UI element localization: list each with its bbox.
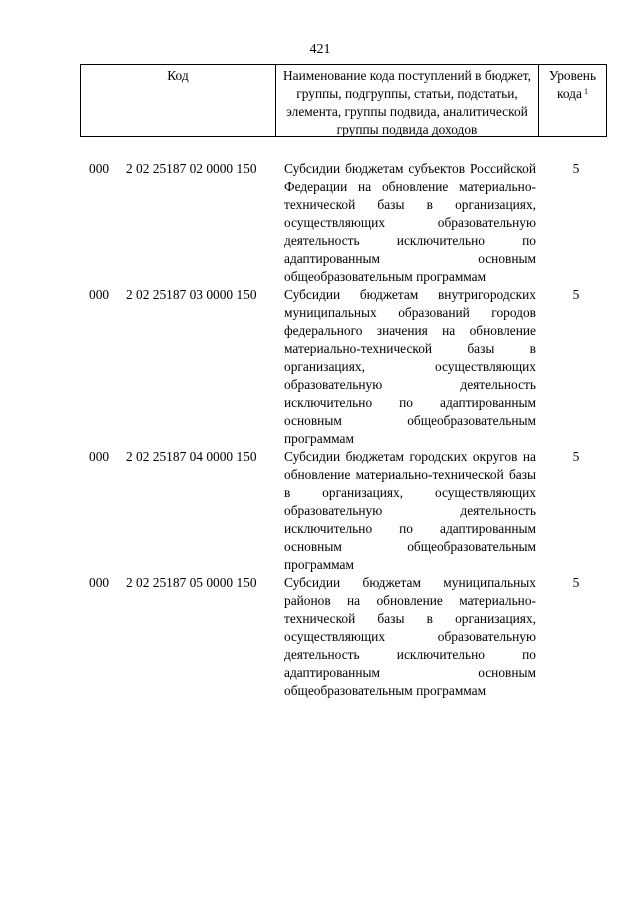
row-name: Субсидии бюджетам городских округов на обновление материально-технической базы в организациях, осуществляющих образовательную деятельность исключительно по адаптированным основным общеобразовательным программам (284, 449, 536, 572)
row-name: Субсидии бюджетам муниципальных районов на обновление материально-технической базы в организациях, осуществляющих образовательную деятельность исключительно по адаптированным основным общеобразовательным программам (284, 575, 536, 698)
header-level-label: Уровень кода (548, 68, 597, 101)
table-row (0, 448, 640, 574)
table-body (0, 160, 640, 700)
row-code: 2 02 25187 05 0000 150 (126, 575, 257, 590)
header-name: Наименование кода поступлений в бюджет, группы, подгруппы, статьи, подстатьи, элемента, группы подвида, аналитической группы подвида доходов (276, 65, 539, 136)
row-group: 000 (89, 449, 110, 464)
row-level: 5 (572, 575, 580, 590)
row-level: 5 (572, 287, 580, 302)
row-name: Субсидии бюджетам внутригородских муниципальных образований городов федерального значения на обновление материально-технической базы в организациях, осуществляющих образовательную деятельность исключительно по адаптированным основным общеобразовательным программам (284, 287, 536, 446)
header-level-footnote: 1 (583, 87, 588, 96)
row-code: 2 02 25187 03 0000 150 (126, 287, 257, 302)
row-code: 2 02 25187 04 0000 150 (126, 449, 257, 464)
table-row (0, 286, 640, 448)
row-group: 000 (89, 575, 110, 590)
table-header (80, 64, 607, 137)
row-level: 5 (572, 161, 580, 176)
row-code: 2 02 25187 02 0000 150 (126, 161, 257, 176)
header-code: Код (81, 65, 276, 136)
page-number: 421 (309, 42, 331, 57)
row-group: 000 (89, 287, 110, 302)
row-group: 000 (89, 161, 110, 176)
row-level: 5 (572, 449, 580, 464)
row-name: Субсидии бюджетам субъектов Российской Федерации на обновление материально-технической базы в организациях, осуществляющих образовательную деятельность исключительно по адаптированным основным общеобразовательным программам (284, 161, 536, 284)
header-level (539, 65, 606, 136)
table-row (0, 160, 640, 286)
table-row (0, 574, 640, 700)
